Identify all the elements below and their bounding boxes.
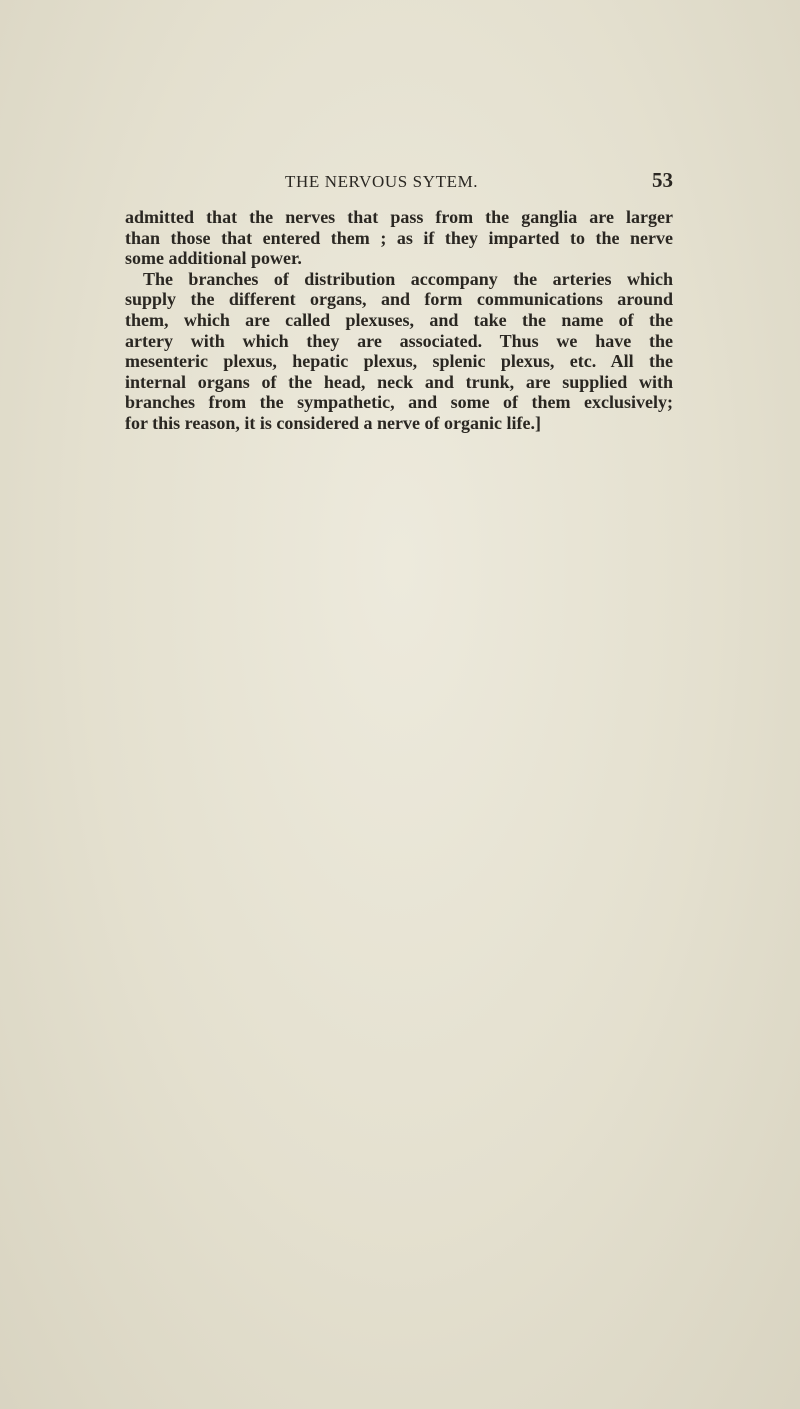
running-head [125,168,673,196]
text-line: them, which are called plexuses, and take the name of the [125,309,673,330]
text-line: admitted that the nerves that pass from the ganglia are larger [125,207,673,227]
text-line: branches from the sympathetic, and some of them exclusively; [125,392,673,413]
text-line: internal organs of the head, neck and trunk, are supplied with [125,371,673,392]
text-line: for this reason, it is considered a nerve of organic life.] [125,412,541,433]
text-line: The branches of distribution accompany the arteries which [143,268,673,289]
text-line: mesenteric plexus, hepatic plexus, splenic plexus, etc. All the [125,351,673,372]
text-line: artery with which they are associated. Thus we have the [125,330,673,351]
text-line: than those that entered them ; as if they imparted to the nerve [125,227,673,248]
body-text [125,207,673,434]
page-number: 53 [652,168,673,192]
text-line: some additional power. [125,248,302,269]
running-title: THE NERVOUS SYTEM. [285,172,479,191]
text-line: supply the different organs, and form communications around [125,289,673,310]
